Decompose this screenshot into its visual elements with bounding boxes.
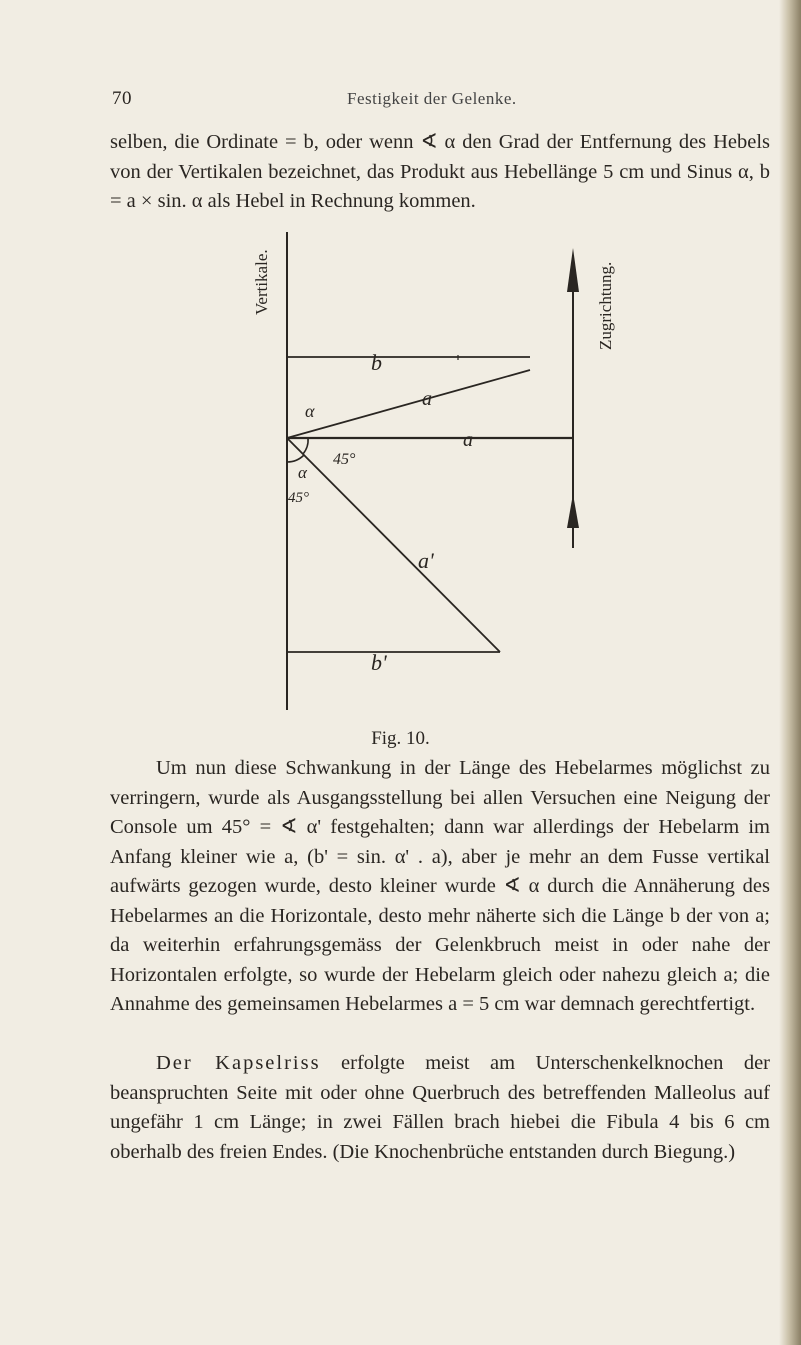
lever-diagram: [230, 210, 650, 730]
paragraph-2-rest: erfolgte meist am Unterschenkelknochen der beanspruchten Seite mit oder ohne Querbruch des betreffenden Malleolus auf ungefähr 1 cm Länge; in zwei Fällen brach hiebei die Fibula 4 bis 6 cm oberhalb des freien Endes. (Die Knochenbrüche entstanden durch Biegung.): [110, 1052, 770, 1163]
pull-arrow-up-icon: [567, 248, 579, 292]
paragraph-1: [110, 754, 770, 1020]
label-a-prime: a': [418, 548, 434, 573]
paragraph-top-text: selben, die Ordinate = b, oder wenn ∢ α den Grad der Entfernung des Hebels von der Vertikalen bezeichnet, das Produkt aus Hebellänge 5 cm und Sinus α, b = a × sin. α als Hebel in Rechnung kommen.: [110, 131, 770, 212]
lever-arm-45: [287, 438, 500, 652]
label-a-top: a: [422, 388, 432, 410]
paragraph-2: [110, 1049, 770, 1167]
vertical-label: Vertikale.: [252, 249, 271, 315]
pull-arrow-up-icon-lower: [567, 494, 579, 528]
pull-direction-label: Zugrichtung.: [596, 261, 615, 350]
label-a-mid: a: [463, 429, 473, 451]
running-header: [112, 88, 752, 114]
figure-10: [230, 210, 650, 730]
lever-arm-alpha: [287, 370, 530, 438]
paragraph-1-text: Um nun diese Schwankung in der Länge des Hebelarmes möglichst zu verringern, wurde als Ausgangsstellung bei allen Versuchen eine Neigung der Console um 45° = ∢ α' festgehalten; dann war allerdings der Hebelarm im Anfang kleiner wie a, (b' = sin. α' . a), aber je mehr an dem Fusse vertikal aufwärts gezogen wurde, desto kleiner wurde ∢ α durch die Annäherung des Hebelarmes an die Horizontale, desto mehr näherte sich die Länge b der von a; da weiterhin erfahrungsgemäss der Gelenkbruch meist in oder nahe der Horizontalen erfolgte, so wurde der Hebelarm gleich oder nahezu gleich a; die Annahme des gemeinsamen Hebelarmes a = 5 cm war demnach gerechtfertigt.: [110, 757, 770, 1015]
label-alpha-lower: α: [298, 463, 307, 482]
figure-caption: Fig. 10.: [371, 728, 430, 749]
page-number: 70: [112, 88, 132, 109]
angle-arc-lower: [287, 455, 304, 462]
angle-arc-upper: [303, 438, 308, 454]
label-b-prime: b': [371, 650, 387, 675]
spaced-term: Der Kapselriss: [156, 1052, 321, 1074]
label-alpha: α: [305, 401, 315, 421]
label-45-upper: 45°: [333, 451, 356, 468]
paragraph-2-text: [110, 1049, 770, 1167]
running-title: Festigkeit der Gelenke.: [347, 89, 517, 108]
paragraph-top: [110, 128, 770, 217]
page-edge-shadow: [779, 0, 801, 1345]
label-b: b: [371, 350, 382, 375]
label-45-lower: 45°: [288, 490, 309, 506]
